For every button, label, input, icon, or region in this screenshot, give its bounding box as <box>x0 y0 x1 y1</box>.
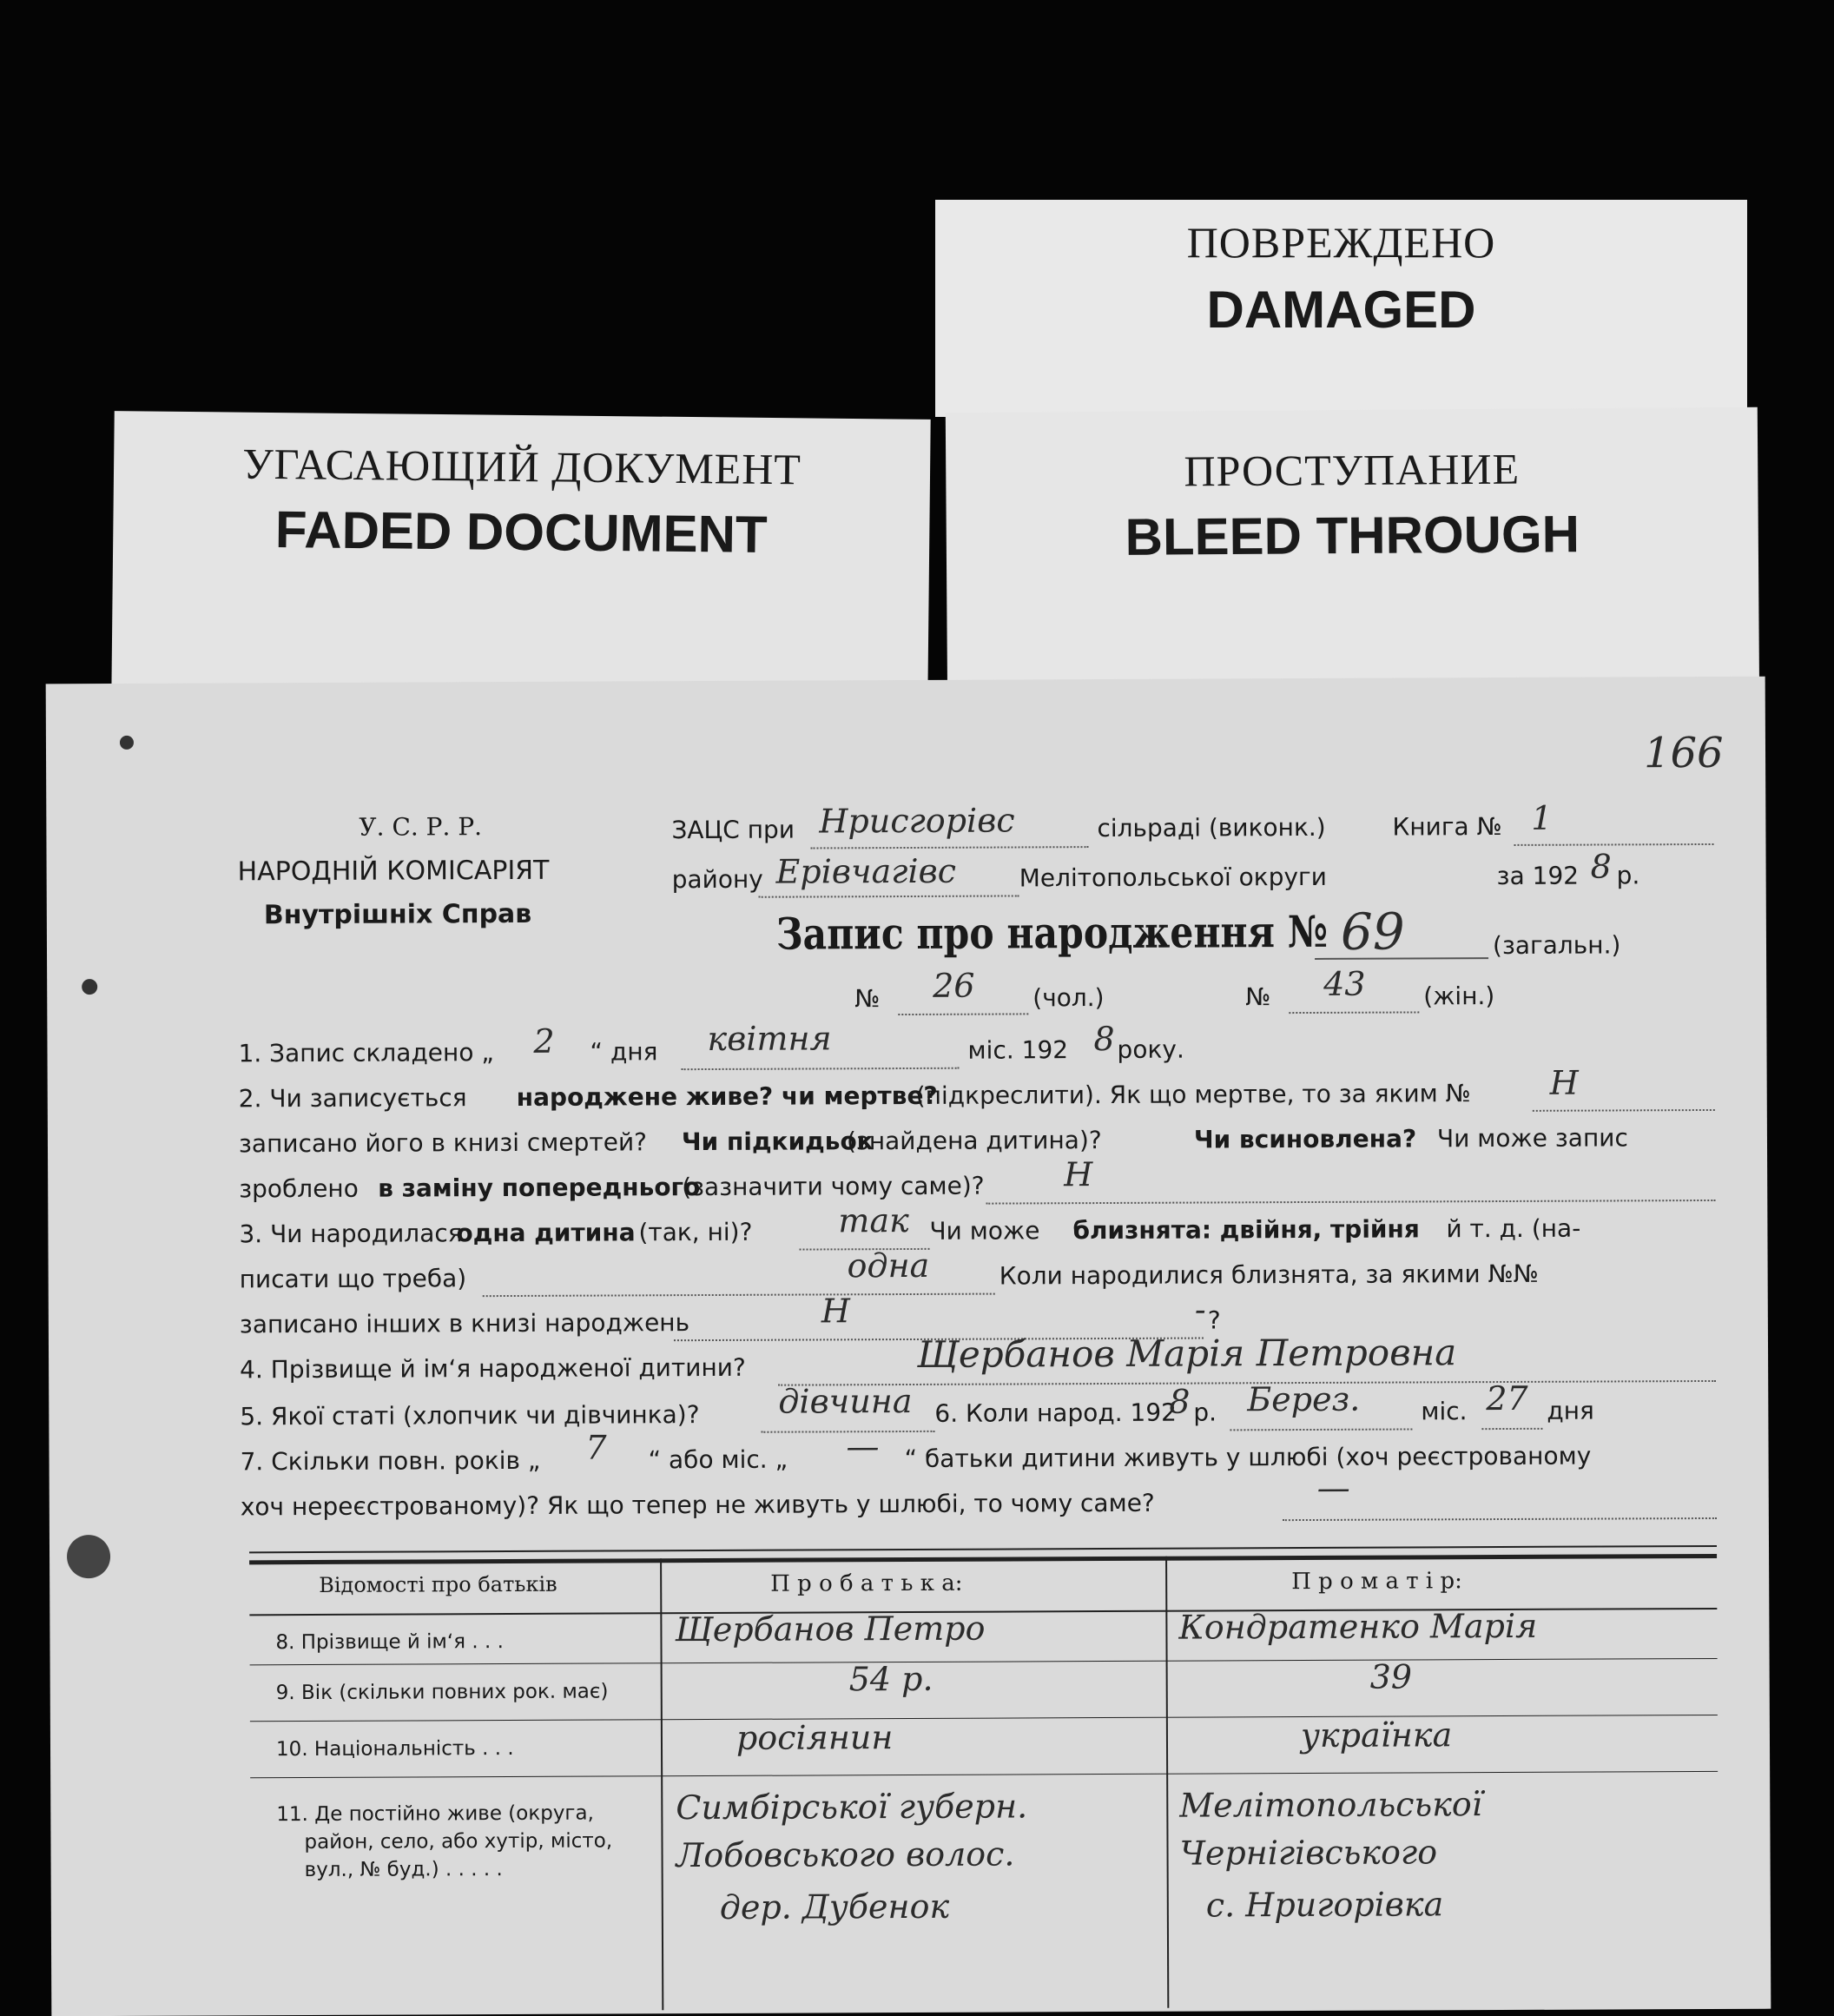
header-ussr: У. С. Р. Р. <box>359 812 483 842</box>
record-number: 69 <box>1340 902 1405 962</box>
q2-l3c: (зазначити чому саме)? <box>682 1171 985 1202</box>
mother-residence-3: с. Нригорівка <box>1205 1885 1444 1925</box>
q7-months-label: “ або міс. „ <box>648 1444 788 1475</box>
year-digit: 8 <box>1590 847 1612 886</box>
q7-years: 7 <box>585 1428 607 1467</box>
q2-l2a: записано його в книзі смертей? <box>238 1127 648 1159</box>
q2-l3b: в заміну попереднього <box>378 1173 701 1203</box>
punch-hole <box>82 979 97 995</box>
q3-single: так <box>838 1200 909 1240</box>
q3-l1e: близнята: двійня, трійня <box>1072 1214 1420 1246</box>
q6-label: 6. Коли народ. 192 <box>934 1398 1178 1428</box>
table-top-rule <box>249 1554 1717 1564</box>
female-number: 43 <box>1323 964 1366 1003</box>
table-vertical-rule <box>1165 1557 1169 2008</box>
row-10-label: 10. Національність . . . <box>275 1736 514 1762</box>
faded-card <box>111 411 930 706</box>
general-label: (загальн.) <box>1492 930 1621 961</box>
q1-month: квітня <box>707 1019 832 1059</box>
mother-age: 39 <box>1369 1657 1413 1696</box>
q5-label: 5. Якої статі (хлопчик чи дівчинка)? <box>240 1400 700 1431</box>
q1-year-suffix: року. <box>1117 1034 1184 1064</box>
q1-day-label: “ дня <box>590 1037 658 1067</box>
q1-month-line <box>682 1067 960 1070</box>
header-commissariat: НАРОДНІЙ КОМІСАРІЯТ <box>237 855 550 888</box>
faded-label-en: FADED DOCUMENT <box>274 500 768 564</box>
q3-l1a: 3. Чи народилася <box>239 1219 463 1249</box>
faded-label-ru: УГАСАЮЩИЙ ДОКУМЕНТ <box>242 439 802 494</box>
father-name: Щербанов Петро <box>675 1609 986 1649</box>
q2-dead-line <box>1533 1109 1715 1112</box>
damaged-label-ru: ПОВРЕЖДЕНО <box>1186 218 1496 267</box>
q3-l2a: писати що треба) <box>239 1264 467 1294</box>
table-row-rule <box>250 1658 1718 1665</box>
damaged-label-en: DAMAGED <box>1206 281 1476 339</box>
q1-year-label: міс. 192 <box>967 1035 1069 1065</box>
book-label: Книга № <box>1392 812 1502 842</box>
year-label: за 192 <box>1496 861 1580 891</box>
q3-l3-question: ? <box>1207 1305 1221 1335</box>
q2-l2c: (знайдена дитина)? <box>846 1126 1102 1156</box>
q2-l3-value: Н <box>1064 1155 1093 1194</box>
q7-prefix: 7. Скільки повн. років „ <box>240 1445 541 1477</box>
father-age: 54 р. <box>848 1659 933 1699</box>
q2-l2d: Чи всиновлена? <box>1193 1124 1417 1154</box>
zags-prefix: ЗАЦС при <box>671 815 795 845</box>
table-header-info: Відомості про батьків <box>319 1571 557 1597</box>
male-number: 26 <box>933 966 975 1005</box>
row-9-label: 9. Вік (скільки повних рок. має) <box>275 1680 609 1705</box>
row-11-label-1: 11. Де постійно живе (округа, <box>276 1801 594 1827</box>
mother-residence-1: Мелітопольської <box>1179 1785 1482 1825</box>
book-line <box>1514 843 1713 846</box>
q2-l1a: 2. Чи записується <box>238 1083 467 1114</box>
q6-year: 8 <box>1169 1382 1191 1421</box>
q1-day: 2 <box>533 1021 555 1061</box>
q6-day-label: дня <box>1547 1396 1594 1425</box>
q2-l2b: Чи підкидьок <box>681 1127 874 1157</box>
q3-l1f: й т. д. (на- <box>1446 1213 1581 1244</box>
q3-twins-line <box>483 1293 995 1298</box>
q3-twins: одна <box>847 1246 930 1286</box>
mother-nationality: українка <box>1300 1715 1453 1755</box>
q3-l2b: Коли народилися близнята, за якими №№ <box>999 1259 1539 1291</box>
bleed-through-card <box>946 407 1759 717</box>
q5-sex: дівчина <box>778 1381 913 1421</box>
table-header-mother: П р о м а т і р: <box>1291 1568 1462 1596</box>
zags-village: Нрисгорівс <box>819 801 1015 841</box>
birth-record-form <box>46 677 1771 2016</box>
q6-day-line <box>1481 1428 1542 1430</box>
q3-l1b: одна дитина <box>456 1218 636 1248</box>
page-number: 166 <box>1643 728 1724 778</box>
father-nationality: росіянин <box>736 1718 894 1757</box>
q6-month-line <box>1230 1428 1412 1431</box>
table-row-rule <box>250 1771 1718 1778</box>
row-11-label-2: район, село, або хутір, місто, <box>304 1829 613 1854</box>
header-internal-affairs: Внутрішніх Справ <box>263 898 532 931</box>
rayon-value: Ерівчагівс <box>775 851 957 891</box>
q6-month-label: міс. <box>1421 1397 1468 1426</box>
q2-l3-line <box>986 1200 1715 1205</box>
q6-month: Берез. <box>1247 1379 1361 1419</box>
q7-months: — <box>846 1427 880 1466</box>
q4-child-name: Щербанов Марія Петровна <box>916 1331 1457 1376</box>
q6-day: 27 <box>1486 1378 1528 1418</box>
rayon-label: району <box>671 864 763 895</box>
q3-l3-dash: - <box>1194 1290 1206 1329</box>
female-no-label: № <box>1245 982 1271 1012</box>
damaged-card <box>935 200 1747 417</box>
punch-hole <box>120 736 134 750</box>
bleed-label-ru: ПРОСТУПАНИЕ <box>1184 444 1521 496</box>
table-header-father: П р о б а т ь к а: <box>770 1570 963 1597</box>
okrug-label: Мелітопольської округи <box>1019 862 1327 893</box>
table-row-rule <box>250 1715 1718 1722</box>
rayon-line <box>759 895 1019 897</box>
mother-residence-2: Чернігівського <box>1179 1833 1438 1873</box>
male-no-label: № <box>854 984 881 1014</box>
bleed-label-en: BLEED THROUGH <box>1125 505 1580 566</box>
row-8-label: 8. Прізвище й ім‘я . . . <box>275 1630 504 1655</box>
q1-prefix: 1. Запис складено „ <box>238 1038 494 1068</box>
row-11-label-3: вул., № буд.) . . . . . <box>304 1858 503 1882</box>
table-vertical-rule <box>660 1558 663 2010</box>
q2-l2e: Чи може запис <box>1436 1123 1628 1153</box>
q3-l1c: (так, ні)? <box>638 1217 753 1247</box>
q6-year-suffix: р. <box>1193 1398 1217 1427</box>
q3-l3a: записано інших в книзі народжень <box>239 1308 690 1339</box>
q2-dead-no: Н <box>1549 1063 1579 1102</box>
q4-label: 4. Прізвище й ім‘я народженої дитини? <box>240 1352 746 1385</box>
punch-hole <box>67 1535 110 1578</box>
year-suffix: р. <box>1616 861 1640 890</box>
female-no-line <box>1289 1011 1419 1014</box>
q7-line <box>1283 1517 1717 1521</box>
book-number: 1 <box>1531 798 1553 837</box>
q2-l3a: зроблено <box>239 1173 359 1204</box>
mother-name: Кондратенко Марія <box>1178 1606 1538 1647</box>
q2-l1c: (підкреслити). Як що мертве, то за яким № <box>915 1079 1471 1110</box>
q7-line2: хоч нереєстрованому)? Як що тепер не живуть у шлюбі, то чому саме? <box>240 1488 1155 1522</box>
father-residence-1: Симбірської губерн. <box>676 1787 1028 1828</box>
father-residence-3: дер. Дубенок <box>719 1887 950 1927</box>
q3-l3-value: Н <box>821 1292 851 1331</box>
male-no-line <box>898 1013 1028 1015</box>
form-title: Запис про народження № <box>775 905 1329 960</box>
zags-village-line <box>810 846 1088 849</box>
q2-l1b: народжене живе? чи мертве? <box>516 1081 938 1112</box>
father-residence-2: Лобовського волос. <box>676 1834 1015 1875</box>
q1-year: 8 <box>1093 1019 1115 1059</box>
female-label: (жін.) <box>1423 982 1495 1011</box>
zags-suffix: сільраді (виконк.) <box>1097 812 1326 843</box>
q3-l1d: Чи може <box>929 1216 1040 1246</box>
table-top-rule <box>249 1545 1717 1553</box>
q7-suffix: “ батьки дитини живуть у шлюбі (хоч реєстрованому <box>904 1441 1592 1474</box>
male-label: (чол.) <box>1032 983 1105 1013</box>
q7-reason: — <box>1316 1468 1350 1507</box>
